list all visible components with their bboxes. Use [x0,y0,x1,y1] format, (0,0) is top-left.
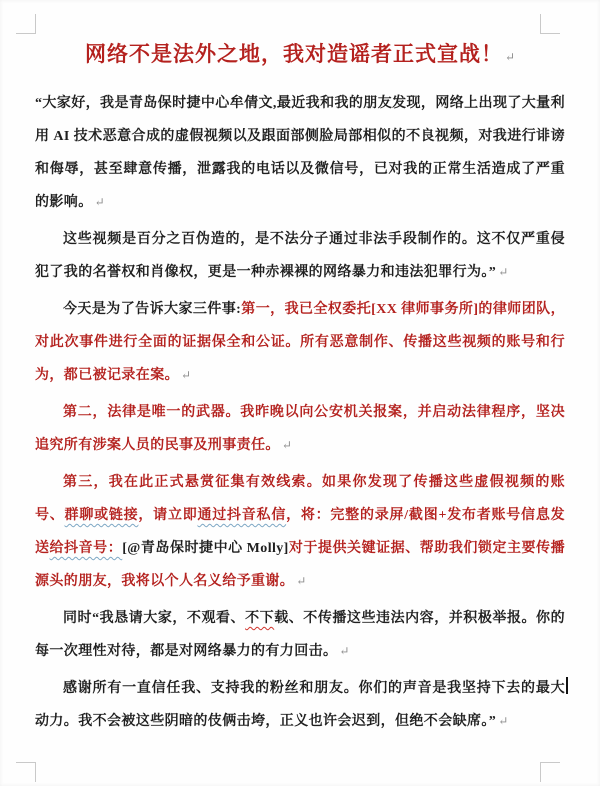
text-run[interactable]: 感谢所有一直信任我、支持我的粉丝和朋友。你们的声音是我坚持下去的最大动力。我不会被这些阴暗的伎俩击垮，正义也许会迟到，但绝不会缺席。” [35,681,565,729]
text-run[interactable]: ，将：完整的录屏/截图+发布者账号信息发送 [35,508,565,556]
paragraph[interactable] [35,602,565,668]
paragraph[interactable] [35,672,565,738]
text-run[interactable]: ，请立即 [138,508,198,523]
paragraph[interactable] [35,87,565,219]
paragraph-mark-icon: ↵ [281,438,292,452]
paragraph-mark-icon: ↵ [339,644,350,658]
paragraph[interactable] [35,396,565,462]
document-text-area[interactable] [35,30,565,742]
paragraph[interactable] [35,466,565,598]
paragraph-mark-icon: ↵ [504,50,516,64]
document-title[interactable]: 网络不是法外之地，我对造谣者正式宣战！ [84,42,503,66]
text-run[interactable]: 不下 [245,611,275,626]
text-run[interactable]: 载、不传播这些违法内容，并积极举报。你的每一次理性对待，都是对网络暴力的有力回击。 [35,611,565,659]
paragraph[interactable] [35,293,565,392]
text-run[interactable]: 第二，法律是唯一的武器。我昨晚以向公安机关报案，并启动法律程序，坚决追究所有涉案人员的民事及刑事责任。 [35,405,565,453]
text-run[interactable]: “大家好，我是青岛保时捷中心牟倩文,最近我和我的朋友发现，网络上出现了大量利用 AI 技术恶意合成的虚假视频以及跟面部侧脸局部相似的不良视频，对我进行诽谤和侮辱，甚至肆意传播，泄露我的电话以及微信号，已对我的正常生活造成了严重的影响。 [35,96,565,210]
margin-cropmark-bottom-left-icon [16,762,36,782]
text-run[interactable]: 群聊或链接 [64,508,139,523]
text-run[interactable]: 这些视频是百分之百伪造的，是不法分子通过非法手段制作的。这不仅严重侵犯了我的名誉权和肖像权，更是一种赤裸裸的网络暴力和违法犯罪行为。” [35,232,565,280]
text-cursor [566,677,568,694]
text-run[interactable]: 第一，我已全权委托[XX 律师事务所]的律师团队，对此次事件进行全面的证据保全和公证。所有恶意制作、传播这些视频的账号和行为，都已被记录在案。 [35,302,565,383]
text-run[interactable]: 对于提供关键证据、帮助我们锁定主要传播源头的朋友，我将以个人名义给予重谢。 [35,541,565,589]
margin-cropmark-bottom-right-icon [540,762,560,782]
paragraph[interactable] [35,223,565,289]
paragraph-mark-icon: ↵ [181,368,192,382]
document-body [35,87,565,738]
text-run[interactable]: 给抖音号： [49,541,123,556]
paragraph-mark-icon: ↵ [296,574,307,588]
margin-cropmark-top-left-icon [16,14,36,34]
paragraph-mark-icon: ↵ [498,265,509,279]
text-run[interactable]: 第三，我在此正式悬赏征集有效线索。如果你发现了传播这些虚假视频的账号、 [35,475,565,523]
text-run[interactable]: [@青岛保时捷中心 Molly] [122,541,289,556]
text-run[interactable]: 同时“我恳请大家，不观看、 [63,611,246,626]
text-run[interactable]: 通过抖音私信 [197,508,287,523]
paragraph-mark-icon: ↵ [498,714,509,728]
title-line [35,30,565,73]
paragraph-mark-icon: ↵ [94,195,105,209]
text-run[interactable]: 今天是为了告诉大家三件事: [63,302,242,317]
